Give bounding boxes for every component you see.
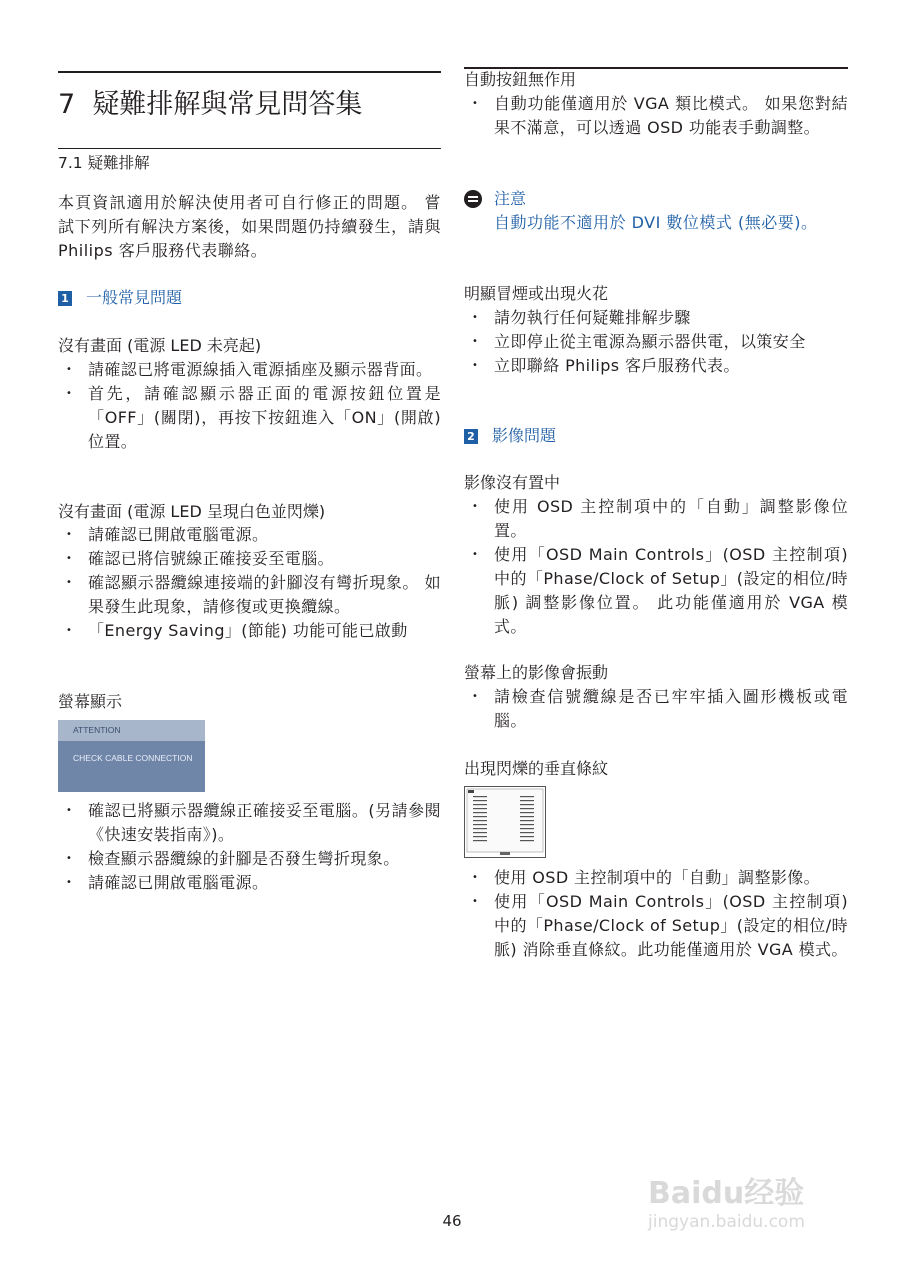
auto-button-title: 自動按鈕無作用: [464, 70, 577, 89]
vibrates-title: 螢幕上的影像會振動: [464, 663, 609, 682]
list-item: • 確認已將顯示器纜線正確接妥至電腦。(另請參閱《快速安裝指南》)。: [58, 799, 441, 847]
group2-title: 影像問題: [492, 426, 557, 445]
vibrates-list: [464, 685, 848, 733]
watermark-brand: Baidu经验: [648, 1176, 805, 1211]
intro-paragraph: 本頁資訊適用於解決使用者可自行修正的問題。 嘗試下列所有解決方案後，如果問題仍持續發生，請與 Philips 客戶服務代表聯絡。: [58, 193, 441, 260]
note-icon: [464, 190, 482, 208]
list-item: • 使用 OSD 主控制項中的「自動」調整影像。: [464, 866, 848, 890]
group1-number: 1: [58, 291, 72, 306]
no-picture-led-off-title: 沒有畫面 (電源 LED 未亮起): [58, 336, 262, 355]
screen-display-list: [58, 799, 441, 895]
list-item: • 自動功能僅適用於 VGA 類比模式。 如果您對結果不滿意，可以透過 OSD 功能表手動調整。: [464, 92, 848, 140]
vertical-lines-sample-image: [464, 786, 546, 858]
osd-attention-screenshot: [58, 720, 205, 792]
list-item: • 使用「OSD Main Controls」(OSD 主控制項) 中的「Phase/Clock of Setup」(設定的相位/時脈) 調整影像位置。 此功能僅適用於 VGA 模式。: [464, 543, 848, 639]
list-item: • 請確認已開啟電腦電源。: [58, 523, 441, 547]
section-top-rule: [58, 148, 441, 149]
osd-message: CHECK CABLE CONNECTION: [73, 753, 193, 763]
watermark-url: jingyan.baidu.com: [648, 1212, 805, 1232]
chapter-top-rule: [58, 71, 441, 73]
list-item: • 請確認已開啟電腦電源。: [58, 871, 441, 895]
list-item: • 立即停止從主電源為顯示器供電，以策安全: [464, 330, 848, 354]
note-title: 注意: [494, 189, 527, 208]
chapter-title-text: 疑難排解與常見問答集: [92, 89, 363, 120]
vertical-flicker-title: 出現閃爍的垂直條紋: [464, 759, 609, 778]
chapter-title: [58, 82, 362, 121]
screen-display-title: 螢幕顯示: [58, 692, 123, 711]
no-picture-led-white-title: 沒有畫面 (電源 LED 呈現白色並閃爍): [58, 502, 326, 521]
section-number: 7.1: [58, 154, 83, 172]
list-item: • 立即聯絡 Philips 客戶服務代表。: [464, 354, 848, 378]
group1-heading: [58, 286, 182, 310]
list-item: • 「Energy Saving」(節能) 功能可能已啟動: [58, 619, 441, 643]
osd-header: ATTENTION: [58, 720, 205, 741]
section-title-text: 疑難排解: [87, 154, 150, 172]
list-item: • 確認顯示器纜線連接端的針腳沒有彎折現象。 如果發生此現象，請修復或更換纜線。: [58, 571, 441, 619]
group2-number: 2: [464, 429, 478, 444]
smoke-list: [464, 306, 848, 378]
no-picture-led-off-list: [58, 358, 441, 454]
chapter-number: 7: [58, 89, 76, 120]
list-item: • 使用 OSD 主控制項中的「自動」調整影像位置。: [464, 495, 848, 543]
not-centered-list: [464, 495, 848, 639]
group1-title: 一般常見問題: [86, 288, 183, 307]
list-item: • 請勿執行任何疑難排解步驟: [464, 306, 848, 330]
vertical-flicker-list: [464, 866, 848, 962]
list-item: • 確認已將信號線正確接妥至電腦。: [58, 547, 441, 571]
group2-heading: [464, 424, 556, 448]
section-title: [58, 151, 150, 173]
smoke-title: 明顯冒煙或出現火花: [464, 284, 609, 303]
note-body: 自動功能不適用於 DVI 數位模式 (無必要)。: [494, 213, 818, 232]
list-item: • 請檢查信號纜線是否已牢牢插入圖形機板或電腦。: [464, 685, 848, 733]
note-heading: [464, 187, 526, 211]
list-item: • 檢查顯示器纜線的針腳是否發生彎折現象。: [58, 847, 441, 871]
auto-button-list: [464, 92, 848, 140]
list-item: • 首先，請確認顯示器正面的電源按鈕位置是「OFF」(關閉)，再按下按鈕進入「ON」(開啟) 位置。: [58, 382, 441, 454]
list-item: • 請確認已將電源線插入電源插座及顯示器背面。: [58, 358, 441, 382]
page-number: 46: [442, 1212, 462, 1230]
no-picture-led-white-list: [58, 523, 441, 643]
not-centered-title: 影像沒有置中: [464, 473, 561, 492]
list-item: • 使用「OSD Main Controls」(OSD 主控制項) 中的「Phase/Clock of Setup」(設定的相位/時脈) 消除垂直條紋。此功能僅適用於 VGA 模式。: [464, 890, 848, 962]
